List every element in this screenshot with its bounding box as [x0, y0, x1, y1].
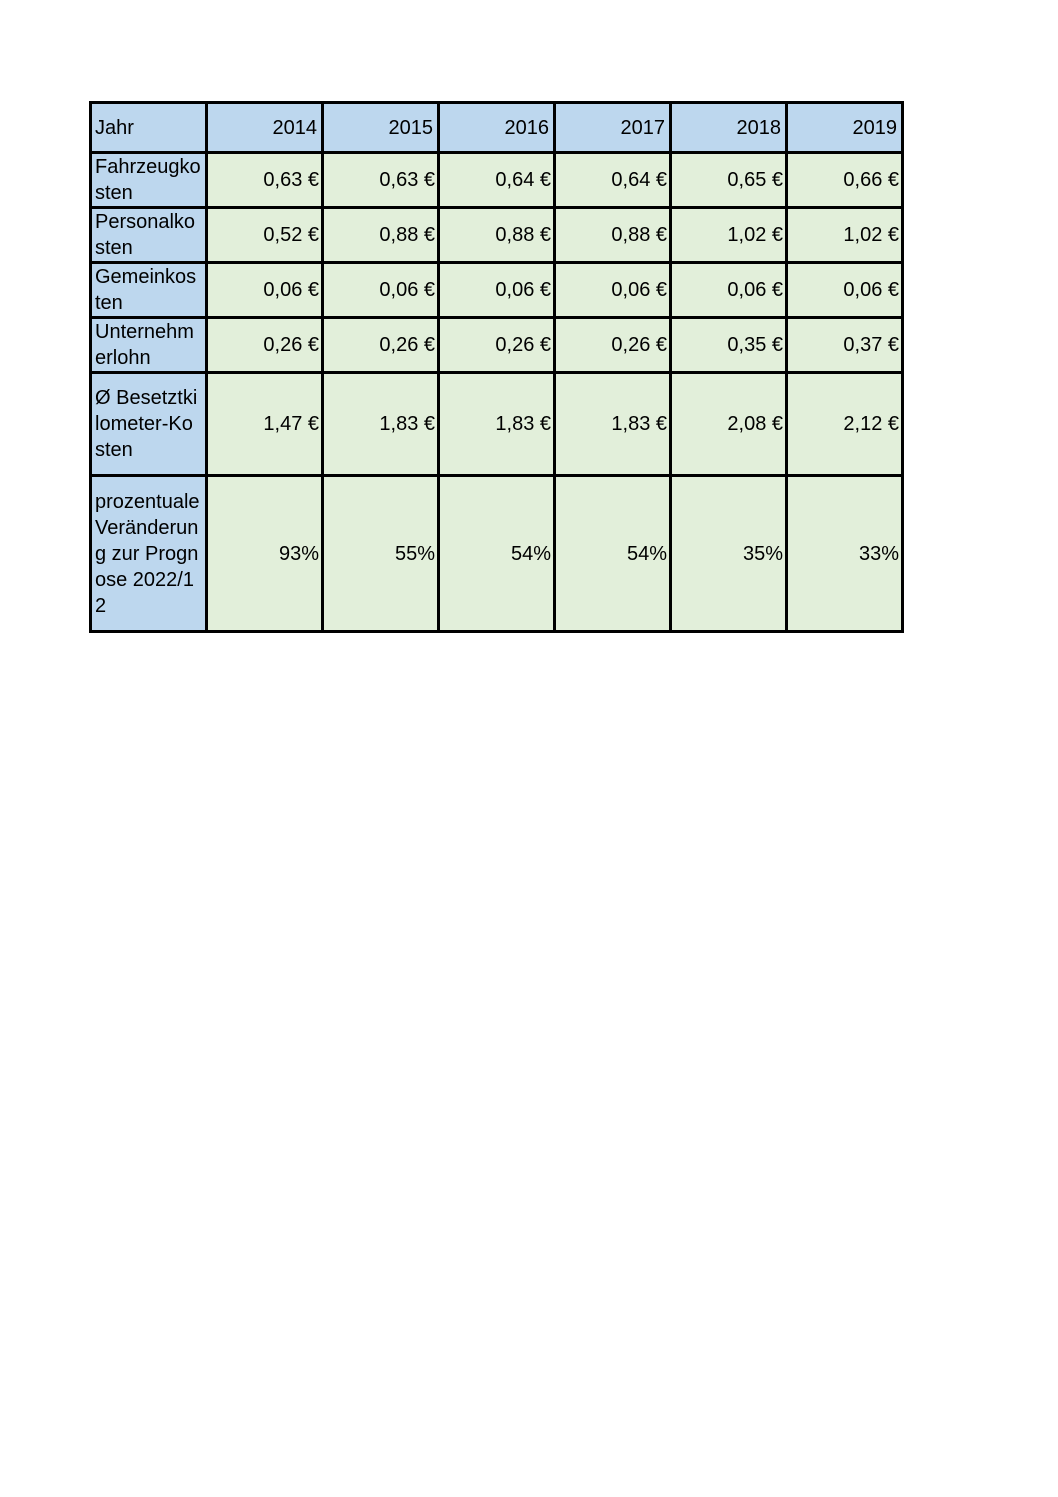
value-cell: 0,88 €: [323, 208, 439, 263]
value-cell: 0,26 €: [207, 318, 323, 373]
value-cell: 0,37 €: [787, 318, 903, 373]
value-cell: 1,83 €: [555, 373, 671, 476]
year-cell: 2016: [439, 103, 555, 153]
value-cell: 0,63 €: [207, 153, 323, 208]
value-cell: 0,65 €: [671, 153, 787, 208]
value-cell: 0,06 €: [439, 263, 555, 318]
value-cell: 0,52 €: [207, 208, 323, 263]
value-cell: 0,64 €: [439, 153, 555, 208]
table-row-personalkosten: [91, 208, 903, 263]
value-cell: 35%: [671, 476, 787, 632]
value-cell: 0,88 €: [555, 208, 671, 263]
value-cell: 0,35 €: [671, 318, 787, 373]
value-cell: 33%: [787, 476, 903, 632]
value-cell: 0,26 €: [439, 318, 555, 373]
value-cell: 1,02 €: [671, 208, 787, 263]
row-label-cell: Personalkosten: [91, 208, 207, 263]
value-cell: 0,06 €: [671, 263, 787, 318]
year-cell: 2018: [671, 103, 787, 153]
value-cell: 0,64 €: [555, 153, 671, 208]
value-cell: 0,88 €: [439, 208, 555, 263]
table-row-unternehmerlohn: [91, 318, 903, 373]
value-cell: 0,26 €: [555, 318, 671, 373]
header-row: [91, 103, 903, 153]
value-cell: 0,06 €: [323, 263, 439, 318]
value-cell: 1,83 €: [439, 373, 555, 476]
table-row-prozentuale-veraenderung: [91, 476, 903, 632]
value-cell: 0,26 €: [323, 318, 439, 373]
table-row-gemeinkosten: [91, 263, 903, 318]
cost-table: [89, 101, 904, 633]
value-cell: 0,66 €: [787, 153, 903, 208]
row-label-cell: Gemeinkosten: [91, 263, 207, 318]
value-cell: 0,06 €: [787, 263, 903, 318]
table-row-fahrzeugkosten: [91, 153, 903, 208]
row-label-cell: Ø Besetztkilometer-Kosten: [91, 373, 207, 476]
year-cell: 2015: [323, 103, 439, 153]
year-cell: 2017: [555, 103, 671, 153]
header-label-cell: Jahr: [91, 103, 207, 153]
value-cell: 0,06 €: [207, 263, 323, 318]
value-cell: 2,12 €: [787, 373, 903, 476]
value-cell: 1,47 €: [207, 373, 323, 476]
table-row-besetztkilometer-kosten: [91, 373, 903, 476]
value-cell: 0,06 €: [555, 263, 671, 318]
value-cell: 2,08 €: [671, 373, 787, 476]
value-cell: 55%: [323, 476, 439, 632]
value-cell: 93%: [207, 476, 323, 632]
year-cell: 2019: [787, 103, 903, 153]
value-cell: 0,63 €: [323, 153, 439, 208]
row-label-cell: Fahrzeugkosten: [91, 153, 207, 208]
year-cell: 2014: [207, 103, 323, 153]
value-cell: 1,83 €: [323, 373, 439, 476]
value-cell: 54%: [555, 476, 671, 632]
value-cell: 1,02 €: [787, 208, 903, 263]
value-cell: 54%: [439, 476, 555, 632]
row-label-cell: prozentuale Veränderung zur Prognose 2022/12: [91, 476, 207, 632]
row-label-cell: Unternehmerlohn: [91, 318, 207, 373]
